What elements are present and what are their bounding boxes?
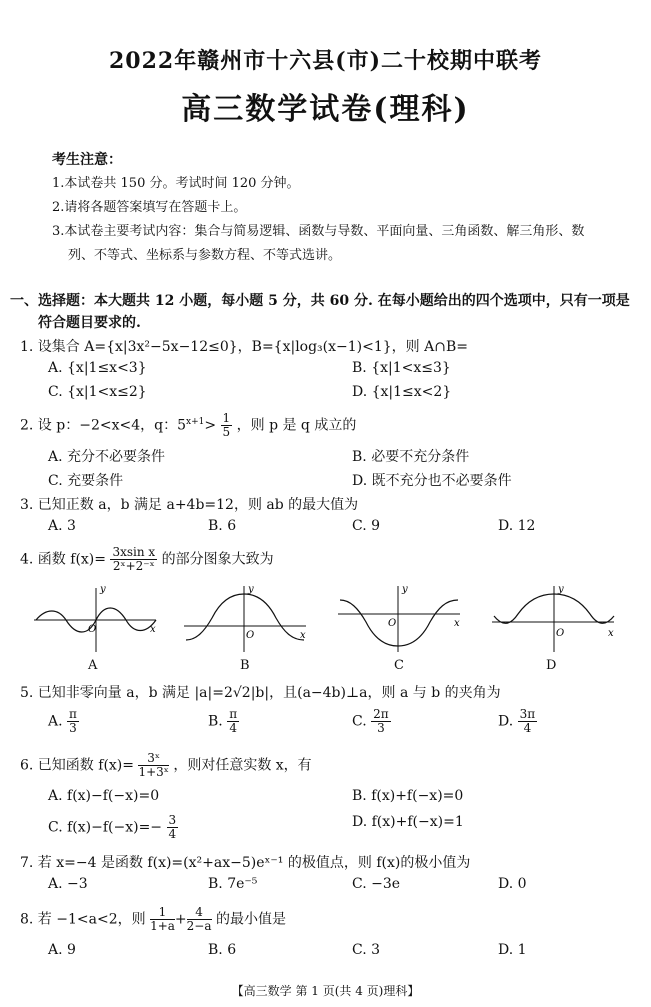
stem-prefix: 8. 若 −1<a<2，则 [20,911,146,928]
fraction [167,814,179,841]
option-c: C. {x|1<x≤2} [48,384,147,400]
denominator: 4 [168,827,177,841]
option-letter: B. [208,713,223,730]
stem-suffix: ，则 p 是 q 成立的 [236,417,357,434]
y-label: y [100,584,106,595]
fraction [221,412,233,439]
question-1 [20,336,640,400]
denominator: 4 [229,721,237,735]
option-c [352,708,391,735]
notice-block [52,148,642,268]
graph-b [182,580,312,658]
stem-prefix: 4. 函数 f(x)= [20,551,106,568]
option-b: B. f(x)+f(−x)=0 [352,788,464,804]
stem-suffix: ，则对任意实数 x，有 [173,757,312,774]
notice-item-2: 2.请将各题答案填写在答题卡上。 [52,200,247,215]
option-b: B. {x|1<x≤3} [352,360,451,376]
option-b: B. 必要不充分条件 [352,449,470,465]
option-b: B. 7e⁻⁵ [208,876,258,892]
question-stem [20,412,640,439]
section-line-2: 符合题目要求的. [38,315,141,331]
exponent: x+1 [186,416,205,427]
notice-item-3-cont: 列、不等式、坐标系与参数方程、不等式选讲。 [68,248,342,263]
option-c: C. 充要条件 [48,473,124,489]
denominator: 3 [377,721,385,735]
origin-label: O [246,630,255,641]
option-a: A. −3 [48,876,88,892]
denominator: 4 [523,721,532,735]
x-label: x [300,630,306,641]
plus-sign: + [174,911,187,928]
option-text: C. f(x)−f(−x)=− [48,819,163,836]
option-a: A. 3 [48,518,76,534]
section-line-1: 一、选择题：本大题共 12 小题，每小题 5 分，共 60 分. 在每小题给出的四个选项中，只有一项是 [10,293,630,309]
question-8 [20,905,640,958]
option-c: C. 3 [352,942,381,958]
numerator: 4 [187,906,212,920]
option-d: D. f(x)+f(−x)=1 [352,814,464,830]
fraction [371,708,391,735]
option-d: D. 0 [498,876,527,892]
option-a: A. 充分不必要条件 [48,449,166,465]
stem-suffix: 的最小值是 [215,911,286,928]
notice-item-3: 3.本试卷主要考试内容：集合与简易逻辑、函数与导数、平面向量、三角函数、解三角形、数 [52,224,585,239]
question-stem: 5. 已知非零向量 a，b 满足 |a|=2√2|b|，且(a−4b)⊥a，则 a 与 b 的夹角为 [20,685,501,701]
x-label: x [150,624,156,635]
exam-subtitle: 高三数学试卷(理科) [181,92,470,127]
option-a: A. 9 [48,942,76,958]
graph-d [490,580,620,658]
option-d: D. 12 [498,518,536,534]
fraction-1 [150,906,175,933]
option-a: A. {x|1≤x<3} [48,360,147,376]
option-d [498,708,537,735]
origin-label: O [556,628,565,639]
curve [186,594,304,640]
option-letter: A. [48,713,63,730]
x-label: x [454,618,460,629]
question-3 [20,494,640,534]
origin-label: O [88,624,97,635]
x-label: x [608,628,614,639]
fraction-2 [187,906,212,933]
question-stem: 7. 若 x=−4 是函数 f(x)=(x²+ax−5)eˣ⁻¹ 的极值点，则 f(x)的极小值为 [20,855,471,871]
numerator: 3ˣ [138,752,168,766]
graph-label-b: B [240,658,250,673]
numerator: 3π [519,707,536,721]
notice-item-1: 1.本试卷共 150 分。考试时间 120 分钟。 [52,176,300,191]
denominator: 2ˣ+2⁻ˣ [112,559,155,573]
numerator: 1 [150,906,175,920]
origin-label: O [388,618,397,629]
option-d: D. {x|1≤x<2} [352,384,452,400]
question-stem [20,752,640,779]
graph-label-c: C [394,658,404,673]
fraction [110,546,157,573]
option-b: B. 6 [208,942,237,958]
option-b: B. 6 [208,518,237,534]
graph-label-d: D [546,658,557,673]
option-d: D. 既不充分也不必要条件 [352,473,512,489]
section-heading [10,290,640,334]
y-label: y [248,584,254,595]
y-label: y [558,584,564,595]
fraction [518,708,538,735]
y-label: y [402,584,408,595]
graph-c [336,580,466,658]
numerator: 1 [222,411,231,425]
option-a: A. f(x)−f(−x)=0 [48,788,160,804]
question-7 [20,852,640,892]
option-c [48,814,178,841]
option-letter: C. [352,713,367,730]
stem-gt: > [204,417,217,434]
denominator: 2−a [186,919,212,933]
denominator: 5 [222,425,231,439]
fraction [138,752,168,779]
question-stem [20,906,640,933]
numerator: π [229,707,238,721]
question-4 [20,546,640,573]
option-letter: D. [498,713,514,730]
stem-prefix: 2. 设 p：−2<x<4，q：5 [20,417,186,434]
stem-prefix: 6. 已知函数 f(x)= [20,757,134,774]
numerator: 3xsin x [112,545,156,559]
graph-a [32,580,162,658]
numerator: 2π [373,707,389,721]
option-c: C. −3e [352,876,401,892]
stem-suffix: 的部分图象大致为 [161,551,274,568]
question-stem: 1. 设集合 A={x|3x²−5x−12≤0}，B={x|log₃(x−1)<1}，则 A∩B= [20,339,468,355]
question-2 [20,411,640,489]
fraction [227,708,239,735]
exam-title: 2022年赣州市十六县(市)二十校期中联考 [108,48,543,74]
option-d: D. 1 [498,942,527,958]
option-b [208,708,239,735]
graph-label-a: A [88,658,98,673]
notice-heading: 考生注意： [52,152,122,168]
question-6 [20,751,640,841]
curve [340,600,458,646]
denominator: 1+a [150,919,175,933]
numerator: π [69,707,77,721]
fraction [67,708,79,735]
numerator: 3 [168,813,177,827]
question-stem: 3. 已知正数 a，b 满足 a+4b=12，则 ab 的最大值为 [20,497,359,513]
option-a [48,708,79,735]
denominator: 3 [69,721,77,735]
option-c: C. 9 [352,518,381,534]
page-footer: 【高三数学 第 1 页(共 4 页)理科】 [231,984,420,998]
denominator: 1+3ˣ [138,765,169,779]
